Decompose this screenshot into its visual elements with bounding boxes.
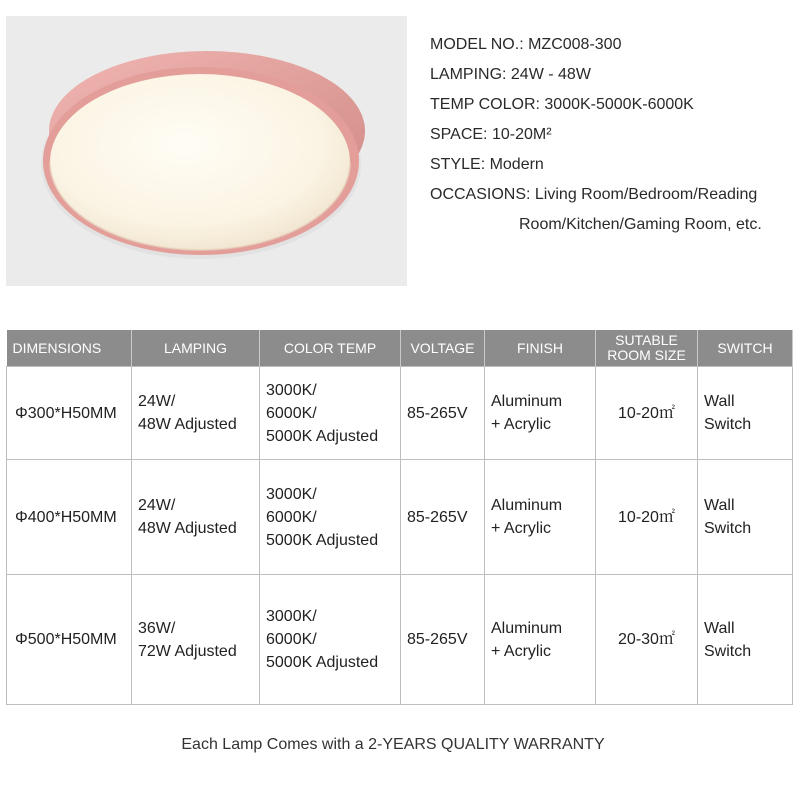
cell-finish — [485, 367, 596, 460]
header-finish: FINISH — [485, 330, 596, 367]
cell-color-temp — [260, 367, 401, 460]
warranty-note: Each Lamp Comes with a 2-YEARS QUALITY WARRANTY — [181, 736, 605, 753]
cell-room-size: 10-20㎡ — [596, 460, 698, 575]
lamping-line-1: 24W/ — [138, 497, 176, 514]
finish-line-2: + Acrylic — [491, 642, 552, 660]
cell-voltage: 85-265V — [401, 575, 485, 705]
product-photo — [6, 16, 407, 286]
color-line-3: 5000K Adjusted — [266, 531, 379, 549]
finish-line-1: Aluminum — [491, 393, 563, 410]
cell-color-temp — [260, 575, 401, 705]
color-line-2: 6000K/ — [266, 631, 317, 648]
lamping-line-2: 48W Adjusted — [138, 520, 237, 537]
header-lamping: LAMPING — [132, 330, 260, 367]
cell-lamping — [132, 367, 260, 460]
lamping-line-2: 48W Adjusted — [138, 416, 237, 433]
cell-finish — [485, 460, 596, 575]
space-spec: SPACE: 10-20M² — [430, 126, 552, 143]
table-row — [7, 367, 793, 460]
color-line-1: 3000K/ — [266, 608, 317, 625]
lamping-line-1: 36W/ — [138, 619, 176, 637]
cell-room-size: 10-20㎡ — [596, 367, 698, 460]
table-row — [7, 575, 793, 705]
lamping-spec: LAMPING: 24W - 48W — [430, 66, 591, 83]
finish-line-2: + Acrylic — [491, 520, 552, 537]
temp-color-spec: TEMP COLOR: 3000K-5000K-6000K — [430, 96, 694, 113]
cell-switch: Wall Switch — [698, 367, 793, 460]
color-line-3: 5000K Adjusted — [266, 427, 379, 445]
finish-line-1: Aluminum — [491, 619, 563, 637]
color-line-2: 6000K/ — [266, 508, 317, 526]
table-row — [7, 460, 793, 575]
finish-line-2: + Acrylic — [491, 416, 552, 433]
cell-switch: Wall Switch — [698, 575, 793, 705]
color-line-2: 6000K/ — [266, 404, 317, 422]
cell-room-size: 20-30㎡ — [596, 575, 698, 705]
lamping-line-1: 24W/ — [138, 393, 176, 410]
occasions-spec: OCCASIONS: Living Room/Bedroom/Reading — [430, 186, 758, 203]
header-switch: SWITCH — [698, 330, 793, 367]
product-spec-table — [6, 330, 793, 705]
cell-dimensions: Φ400*H50MM — [7, 460, 132, 575]
color-line-3: 5000K Adjusted — [266, 654, 379, 671]
cell-finish — [485, 575, 596, 705]
header-color-temp: COLOR TEMP — [260, 330, 401, 367]
spec-list — [430, 30, 795, 240]
cell-switch: Wall Switch — [698, 460, 793, 575]
cell-lamping — [132, 575, 260, 705]
lamping-line-2: 72W Adjusted — [138, 642, 237, 660]
model-number: MODEL NO.: MZC008-300 — [430, 36, 622, 53]
header-voltage: VOLTAGE — [401, 330, 485, 367]
header-dimensions: DIMENSIONS — [7, 330, 132, 367]
header-room-size — [596, 330, 698, 367]
color-line-1: 3000K/ — [266, 381, 317, 399]
cell-lamping — [132, 460, 260, 575]
style-spec: STYLE: Modern — [430, 156, 544, 173]
ceiling-lamp-image — [6, 16, 407, 286]
cell-voltage: 85-265V — [401, 367, 485, 460]
header-room-size-line-2: ROOM SIZE — [607, 347, 686, 363]
color-line-1: 3000K/ — [266, 485, 317, 503]
cell-dimensions: Φ500*H50MM — [7, 575, 132, 705]
header-room-size-line-1: SUTABLE — [615, 332, 678, 348]
cell-color-temp — [260, 460, 401, 575]
cell-voltage: 85-265V — [401, 460, 485, 575]
cell-dimensions: Φ300*H50MM — [7, 367, 132, 460]
occasions-spec-continued: Room/Kitchen/Gaming Room, etc. — [519, 216, 762, 233]
table-header-row — [7, 330, 793, 367]
finish-line-1: Aluminum — [491, 497, 563, 514]
